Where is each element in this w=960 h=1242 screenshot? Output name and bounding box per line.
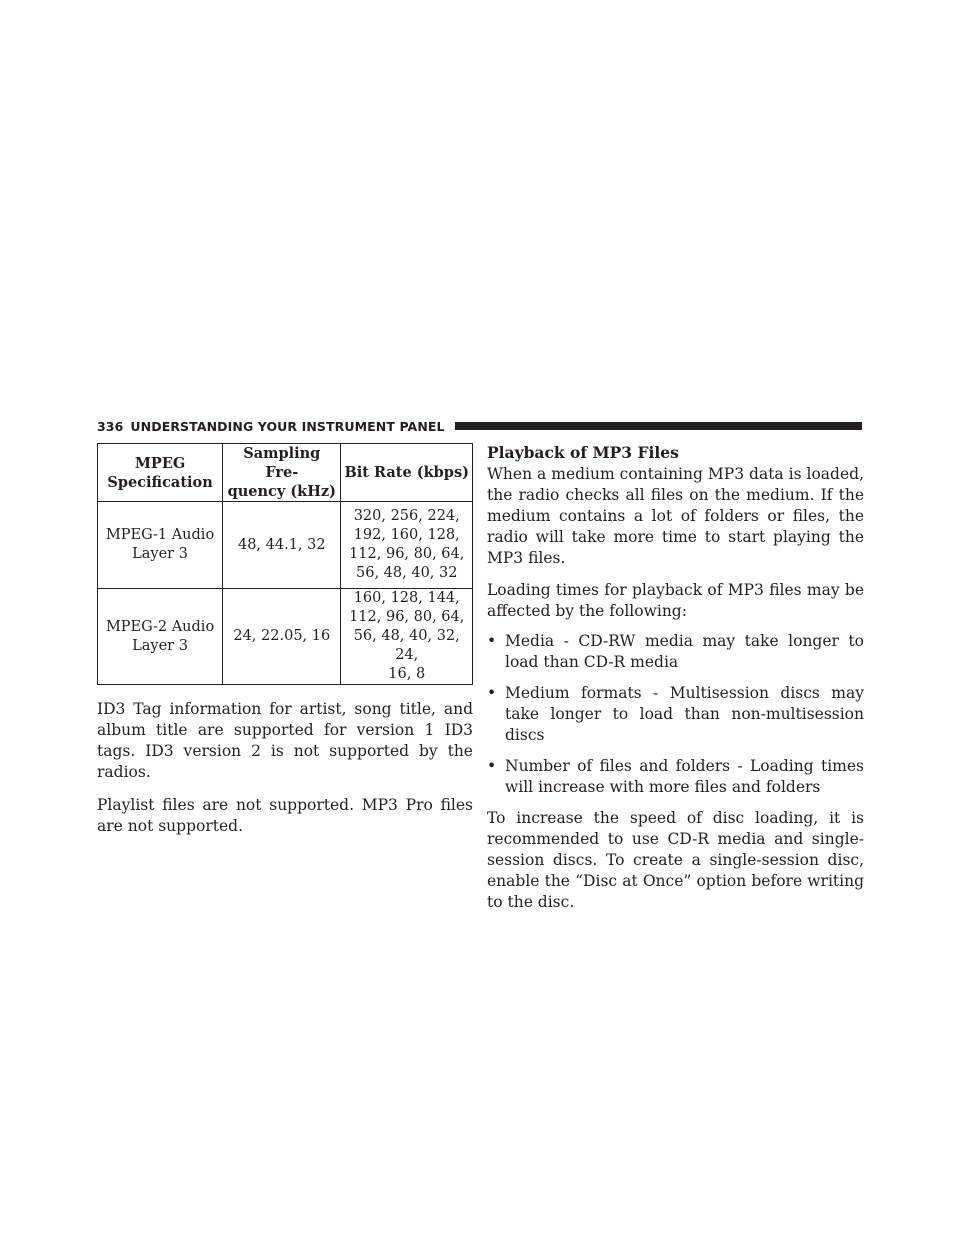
table-header-cell: Bit Rate (kbps) [341, 444, 473, 502]
mpeg-spec-table [97, 443, 473, 685]
right-column [487, 443, 864, 913]
section-title: UNDERSTANDING YOUR INSTRUMENT PANEL [130, 418, 445, 434]
table-cell-sampling: 24, 22.05, 16 [223, 589, 341, 685]
intro-paragraph: When a medium containing MP3 data is loaded, the radio checks all files on the medium. If the medium contains a lot of folders or files, the radio will take more time to start playing the MP3 files. [487, 465, 864, 567]
closing-paragraph: To increase the speed of disc loading, it is recommended to use CD-R media and single-session discs. To create a single-session disc, enable the “Disc at Once” option before writing to the disc. [487, 809, 864, 911]
table-cell-bitrate: 320, 256, 224, 192, 160, 128, 112, 96, 80, 64, 56, 48, 40, 32 [341, 502, 473, 589]
bullet-icon: • [487, 684, 497, 702]
bullet-icon: • [487, 632, 497, 650]
id3-paragraph: ID3 Tag information for artist, song title, and album title are supported for version 1 ID3 tags. ID3 version 2 is not supported by the radios. [97, 700, 473, 781]
table-header-row [98, 444, 473, 502]
list-item: • Medium formats - Multisession discs may take longer to load than non-multisession discs [487, 684, 864, 744]
table-header-cell: MPEG Specification [98, 444, 223, 502]
table-header-cell: Sampling Fre- quency (kHz) [223, 444, 341, 502]
table-cell-bitrate: 160, 128, 144, 112, 96, 80, 64, 56, 48, 40, 32, 24, 16, 8 [341, 589, 473, 685]
table-cell-spec: MPEG-1 Audio Layer 3 [98, 502, 223, 589]
left-column [97, 443, 473, 837]
section-heading: Playback of MP3 Files [487, 443, 679, 462]
bullet-icon: • [487, 757, 497, 775]
page-header [97, 418, 862, 434]
table-row [98, 502, 473, 589]
page-number: 336 [97, 418, 124, 434]
header-rule [455, 422, 862, 430]
table-cell-sampling: 48, 44.1, 32 [223, 502, 341, 589]
table-row [98, 589, 473, 685]
list-item: • Number of files and folders - Loading times will increase with more files and folders [487, 757, 864, 796]
list-item: • Media - CD-RW media may take longer to load than CD-R media [487, 632, 864, 671]
bullet-list [487, 631, 864, 798]
table-cell-spec: MPEG-2 Audio Layer 3 [98, 589, 223, 685]
playlist-paragraph: Playlist files are not supported. MP3 Pro files are not supported. [97, 796, 473, 835]
loading-times-paragraph: Loading times for playback of MP3 files may be affected by the following: [487, 581, 864, 620]
